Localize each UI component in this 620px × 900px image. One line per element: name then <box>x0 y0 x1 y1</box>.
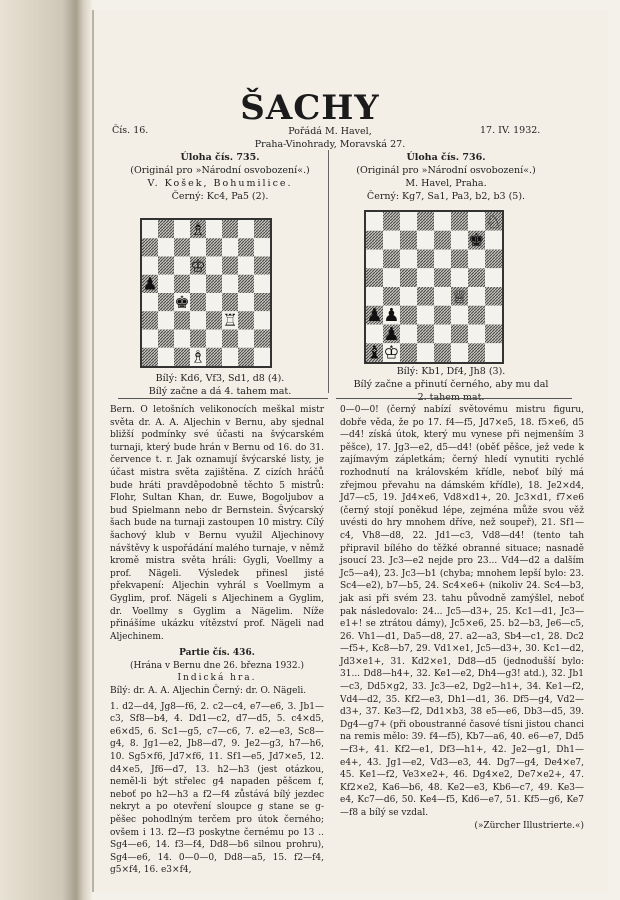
board-square <box>417 306 434 325</box>
board-square <box>434 306 451 325</box>
board-735-svg <box>142 220 270 366</box>
board-square <box>206 348 222 366</box>
game-moves-part1: 1. d2—d4, Jg8—f6, 2. c2—c4, e7—e6, 3. Jb1—c3, Sf8—b4, 4. Dd1—c2, d7—d5, 5. c4×d5, e6×d5, 6. Sc1—g5, c7—c6, 7. e2—e3, Sc8—g4, 8. Jg1—e2, Jb8—d7, 9. Je2—g3, h7—h6, 10. Sg5×f6, Jd7×f6, 11. Sf1—e5, Jd7×e5, 12. d4×e5, Jf6—d7, 13. h2—h3 (jest otázkou, neměl-li být střelec g4 napaden pěšcem f, neboť po h2—h3 a f2—f4 zůstává bílý jezdec nekryt a po otevření sloupce g stane se g-pěšec pohodlným terčem pro útok černého; ovšem i 13. f2—f3 poskytne černému po 13 .. Sg4—e6, 14. f3—f4, Dd8—b6 silnou prohru), Sg4—e6, 14. 0—0—0, Dd8—a5, 15. f2—f4, g5×f4, 16. e3×f4, <box>110 701 324 876</box>
issue-date: 17. IV. 1932. <box>480 125 541 136</box>
board-square <box>434 287 451 306</box>
section-rule-left <box>118 398 328 399</box>
board-square <box>174 257 190 275</box>
board-square <box>400 231 417 250</box>
board-square <box>366 325 383 344</box>
board-square <box>142 220 158 238</box>
board-square <box>158 293 174 311</box>
board-square <box>238 311 254 329</box>
board-square <box>254 348 270 366</box>
board-square <box>158 348 174 366</box>
board-square <box>254 293 270 311</box>
board-square <box>206 238 222 256</box>
board-square <box>485 306 502 325</box>
white-king-piece: ♔ <box>383 342 400 362</box>
board-square <box>417 231 434 250</box>
board-square <box>174 348 190 366</box>
header-organizer <box>240 125 420 151</box>
board-square <box>383 287 400 306</box>
board-square <box>174 311 190 329</box>
board-square <box>190 330 206 348</box>
board-square <box>468 287 485 306</box>
board-square <box>468 306 485 325</box>
board-square <box>238 275 254 293</box>
board-square <box>254 238 270 256</box>
board-square <box>206 257 222 275</box>
board-square <box>400 343 417 362</box>
source-credit: (»Zürcher Illustrierte.«) <box>474 820 584 831</box>
board-square <box>485 268 502 287</box>
board-square <box>158 330 174 348</box>
problem-title: Úloha čís. 736. <box>406 152 486 163</box>
board-square <box>158 238 174 256</box>
issue-number: Čís. 16. <box>112 125 149 136</box>
book-binding <box>0 0 92 900</box>
board-square <box>366 250 383 269</box>
opening-name: Indická hra. <box>177 673 257 684</box>
board-square <box>254 220 270 238</box>
problem-white-pieces: Bílý: Kd6, Vf3, Sd1, d8 (4). <box>155 373 285 384</box>
board-square <box>222 330 238 348</box>
problem-title: Úloha čís. 735. <box>180 152 260 163</box>
board-square <box>366 231 383 250</box>
board-square <box>238 348 254 366</box>
board-square <box>451 268 468 287</box>
board-square <box>434 268 451 287</box>
column-divider <box>328 150 329 393</box>
board-square <box>451 212 468 231</box>
problem-original: (Originál pro »Národní osvobození«.) <box>130 165 310 176</box>
board-square <box>190 275 206 293</box>
board-square <box>222 220 238 238</box>
board-square <box>142 311 158 329</box>
board-square <box>222 293 238 311</box>
board-square <box>206 330 222 348</box>
white-queen-piece: ♕ <box>451 286 468 308</box>
board-square <box>158 220 174 238</box>
board-736-svg <box>366 212 502 362</box>
problem-author: M. Havel, Praha. <box>405 178 487 189</box>
board-square <box>158 257 174 275</box>
board-square <box>417 325 434 344</box>
board-square <box>206 220 222 238</box>
board-square <box>190 293 206 311</box>
board-square <box>400 268 417 287</box>
board-square <box>468 250 485 269</box>
board-square <box>222 257 238 275</box>
board-square <box>142 238 158 256</box>
board-square <box>485 343 502 362</box>
board-square <box>451 250 468 269</box>
board-square <box>468 268 485 287</box>
chessboard-735 <box>140 218 272 368</box>
board-square <box>400 306 417 325</box>
bern-report: Bern. O letošních velikonocích meškal mistr světa dr. A. A. Aljechin v Bernu, aby sjednal bližší podmínky své účasti na švýcarském turnaji, který bude hrán v Bernu od 16. do 31. července t. r. Jak oznamují švýcarské listy, je účast mistra světa zajištěna. Z cizích hráčů bude hráti pravděpodobně těchto 5 mistrů: Flohr, Sultan Khan, dr. Euwe, Bogoljubov a bud Spielmann nebo dr Bernstein. Švýcarský šach bude na turnaji zastoupen 10 mistry. Cílý šachový klub v Bernu využil Aljechinovy návštěvy k uspořádání malého turnaje, v němž kromě mistra světa hráli: Gygli, Voellmy a prof. Nägeli. Výsledek přinesl jisté překvapení: Aljechin vyhrál s Voellmym a Gyglim, prof. Nägeli s Aljechinem a Gyglim, dr. Voellmy s Gyglim a Nägelim. Níže přinášíme ukázku vítězství prof. Nägeli nad Aljechinem. <box>110 405 324 642</box>
board-square <box>383 231 400 250</box>
black-king-piece: ♚ <box>468 230 485 252</box>
board-square <box>485 231 502 250</box>
board-square <box>366 212 383 231</box>
chessboard-736 <box>364 210 504 364</box>
black-bishop-piece: ♝ <box>366 342 383 362</box>
board-square <box>238 220 254 238</box>
organizer: Pořádá M. Havel, <box>288 126 372 137</box>
board-square <box>468 212 485 231</box>
board-square <box>222 348 238 366</box>
problem-735-header <box>120 151 320 203</box>
board-square <box>254 275 270 293</box>
board-square <box>451 343 468 362</box>
board-square <box>468 325 485 344</box>
players: Bílý: dr. A. A. Aljechin Černý: dr. O. Nägeli. <box>110 686 307 697</box>
board-square <box>400 212 417 231</box>
board-square <box>400 287 417 306</box>
board-square <box>434 325 451 344</box>
black-pawn-piece: ♟ <box>142 274 158 295</box>
board-square <box>451 325 468 344</box>
black-pawn-piece: ♟ <box>383 323 400 345</box>
board-square <box>174 238 190 256</box>
board-square <box>417 287 434 306</box>
page-title: ŠACHY <box>240 88 380 128</box>
problem-black-pieces: Černý: Kc4, Pa5 (2). <box>171 191 269 202</box>
board-square <box>222 238 238 256</box>
board-square <box>400 250 417 269</box>
game-place: (Hrána v Bernu dne 26. března 1932.) <box>129 660 305 671</box>
board-square <box>417 212 434 231</box>
board-square <box>451 306 468 325</box>
board-square <box>238 257 254 275</box>
board-square <box>158 275 174 293</box>
left-column <box>110 404 324 877</box>
board-square <box>254 330 270 348</box>
black-king-piece: ♚ <box>174 292 190 313</box>
board-square <box>174 330 190 348</box>
game-title: Partie čís. 436. <box>179 648 255 659</box>
board-square <box>451 231 468 250</box>
problem-736-header <box>336 151 556 203</box>
white-bishop-piece: ♗ <box>190 347 206 366</box>
address: Praha-Vinohrady, Moravská 27. <box>254 139 406 150</box>
board-square <box>222 275 238 293</box>
board-square <box>485 287 502 306</box>
black-pawn-piece: ♟ <box>383 305 400 327</box>
board-square <box>174 275 190 293</box>
board-square <box>238 330 254 348</box>
white-knight-piece: ♘ <box>485 212 502 233</box>
board-square <box>142 257 158 275</box>
board-square <box>238 293 254 311</box>
board-square <box>383 250 400 269</box>
game-moves-part2: 0—0—0! (černý nabízí světovému mistru figuru, dobře věda, že po 17. f4—f5, Jd7×e5, 18. f5×e6, d5—d4! získá útok, který mu vynese při nejmenším 3 pěšce), 17. Jg3—e2, d5—d4! (oběť pěšce, jež vede k zajímavým zápletkám; černý hledí vynutiti rychlé rozhodnutí na královském křídle, neboť bílý má zřejmou převahu na dámském křídle), 18. Je2×d4, Jd7—c5, 19. Jd4×e6, Vd8×d1+, 20. Jc3×d1, f7×e6 (černý stojí poněkud lépe, zejména může svou věž uvésti do hry mnohem dříve, než soupeř), 21. Sf1—c4, Vh8—d8, 22. Jd1—c3, Vd8—d4! (tento tah připravil bílého do těžké obranné situace; nasnadě jsoucí 23. Jc3—e2 nejde pro 23... Vd4—d2 a dalším Jc5—a4), 23. Jc3—b1 (chyba; mnohem lepší bylo: 23. Sc4—e2), b7—b5, 24. Sc4×e6+ (nikoliv 24. Sc4—b3, jak asi při svém 23. tahu původně zamýšlel, neboť pak následovalo: 24... Jc5—d3+, 25. Kc1—d1, Jc3—e1+! se ztrátou dámy), Jc5×e6, 25. b2—b3, Je6—c5, 26. Vh1—d1, Da5—d8, 27. a2—a3, Sb4—c1, 28. Dc2—f5+, Kc8—b7, 29. Vd1×e1, Jc5—d3+, 30. Kc1—d2, Jd3×e1+, 31. Kd2×e1, Dd8—d5 (jednodušší bylo: 31... Dd8—h4+, 32. Ke1—e2, Dh4—g3! atd.), 32. Jb1—c3, Dd5×g2, 33. Jc3—e2, Dg2—h1+, 34. Ke1—f2, Vd4—d2, 35. Kf2—e3, Dh1—d1, 36. Df5—g4, Vd2—d3+, 37. Ke3—f2, Dd1×b3, 38 e5—e6, Db3—d5, 39. Dg4—g7+ (při oboustranné časové tísni jistou chanci na remis mělo: 39. f4—f5), Kb7—a6, 40. e6—e7, Dd5—f3+, 41. Kf2—e1, Df3—h1+, 42. Je2—g1, Dh1—e4+, 43. Jg1—e2, Vd3—e3, 44. Dg7—g4, De4×e7, 45. Ke1—f2, Ve3×e2+, 46. Dg4×e2, De7×e2+, 47. Kf2×e2, Ka6—b6, 48. Ke2—e3, Kb6—c7, 49. Ke3—e4, Kc7—d6, 50. Ke4—f5, Kd6—e7, 51. Kf5—g6, Ke7—f8 a bílý se vzdal. <box>340 405 584 818</box>
board-square <box>254 257 270 275</box>
board-square <box>434 231 451 250</box>
board-square <box>142 330 158 348</box>
board-square <box>254 311 270 329</box>
board-square <box>142 293 158 311</box>
board-square <box>174 220 190 238</box>
board-square <box>400 325 417 344</box>
problem-white-pieces: Bílý: Kb1, Df4, Jh8 (3). <box>396 366 506 377</box>
problem-author: V. Košek, Bohumilice. <box>147 178 293 189</box>
board-square <box>190 311 206 329</box>
board-square <box>206 311 222 329</box>
board-square <box>468 343 485 362</box>
board-square <box>142 348 158 366</box>
board-square <box>434 343 451 362</box>
board-square <box>434 250 451 269</box>
right-column <box>340 404 584 832</box>
board-square <box>417 268 434 287</box>
board-square <box>485 250 502 269</box>
board-square <box>383 268 400 287</box>
problem-original: (Originál pro »Národní osvobození«.) <box>356 165 536 176</box>
board-square <box>206 275 222 293</box>
board-square <box>190 238 206 256</box>
board-square <box>206 293 222 311</box>
board-square <box>383 212 400 231</box>
problem-task-line1: Bílý začne a přinutí černého, aby mu dal <box>353 379 549 390</box>
problem-task: Bílý začne a dá 4. tahem mat. <box>148 386 292 397</box>
board-square <box>238 238 254 256</box>
white-rook-piece: ♖ <box>222 311 238 332</box>
white-king-piece: ♔ <box>190 256 206 277</box>
board-square <box>417 343 434 362</box>
problem-735-footer <box>120 372 320 398</box>
white-bishop-piece: ♗ <box>190 220 206 240</box>
black-pawn-piece: ♟ <box>366 305 383 327</box>
board-square <box>417 250 434 269</box>
board-square <box>434 212 451 231</box>
board-square <box>158 311 174 329</box>
board-square <box>366 268 383 287</box>
board-square <box>485 325 502 344</box>
board-square <box>366 287 383 306</box>
section-rule-right <box>336 398 572 399</box>
problem-black-pieces: Černý: Kg7, Sa1, Pa3, b2, b3 (5). <box>366 191 526 202</box>
